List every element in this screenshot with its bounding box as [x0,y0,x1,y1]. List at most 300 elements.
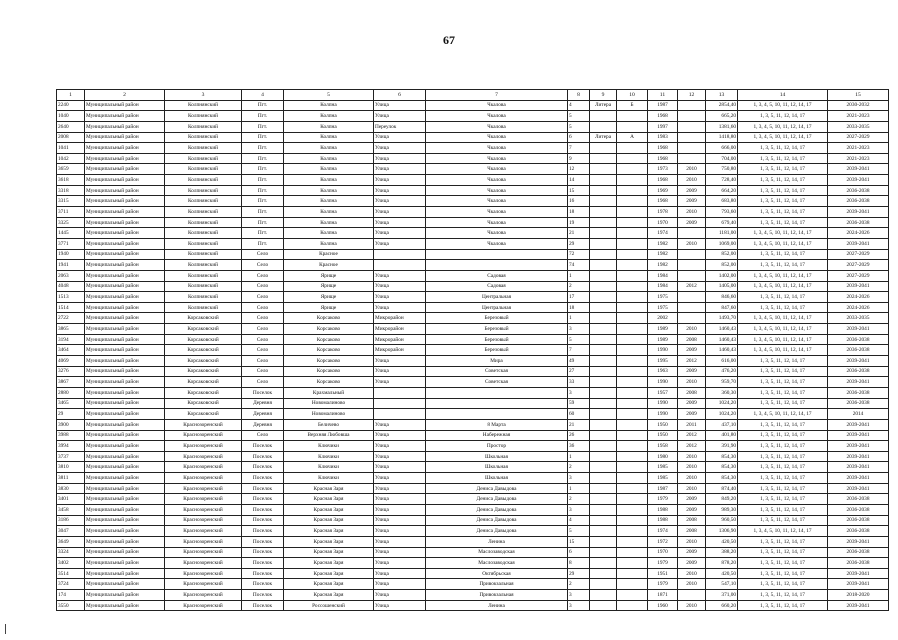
cell-settlement-type: Поселок [242,483,284,494]
cell-works-list: 1, 3, 4, 5, 10, 11, 12, 14, 17 [738,526,828,537]
cell-street-type: Улица [374,366,426,377]
cell-area: 2854,40 [706,100,738,111]
cell-survey-year: 2008 [678,387,706,398]
cell-settlement-type: Деревня [242,409,284,420]
cell-district: Колпнянский [165,249,242,260]
cell-works-list: 1, 3, 5, 11, 12, 14, 17 [738,217,828,228]
cell-build-year: 1871 [648,590,678,601]
cell-build-year: 1975 [648,292,678,303]
cell-settlement: Колпна [284,175,374,186]
cell-litera-letter [617,387,648,398]
cell-build-year: 1978 [648,207,678,218]
cell-settlement-type: Пгт. [242,121,284,132]
cell-street-type: Улица [374,143,426,154]
cell-build-year: 1957 [648,387,678,398]
cell-works-list: 1, 3, 5, 11, 12, 14, 17 [738,366,828,377]
cell-area: 437,10 [706,419,738,430]
cell-repair-period: 2036-2038 [828,547,889,558]
cell-house-number: 1 [568,451,590,462]
cell-settlement: Верхняя Любовша [284,430,374,441]
table-row [57,419,889,430]
cell-area: 360,30 [706,387,738,398]
column-number-4: 4 [242,90,284,101]
cell-settlement: Корсаково [284,366,374,377]
cell-litera [590,526,617,537]
table-row [57,334,889,345]
cell-record-id: 3830 [57,483,85,494]
cell-works-list: 1, 3, 4, 5, 10, 11, 12, 14, 17 [738,324,828,335]
cell-municipality-type: Муниципальный район [85,132,165,143]
cell-works-list: 1, 3, 5, 11, 12, 14, 17 [738,398,828,409]
cell-repair-period: 2036-2038 [828,185,889,196]
cell-house-number: 59 [568,398,590,409]
cell-district: Краснозоренский [165,494,242,505]
cell-build-year: 1990 [648,345,678,356]
cell-record-id: 174 [57,590,85,601]
cell-survey-year: 2010 [678,238,706,249]
cell-settlement: Колпна [284,196,374,207]
cell-street: Привокзальная [426,579,568,590]
cell-litera [590,441,617,452]
cell-litera [590,270,617,281]
cell-litera-letter [617,409,648,420]
column-number-7: 7 [426,90,568,101]
cell-survey-year: 2010 [678,324,706,335]
table-row [57,313,889,324]
cell-house-number: 72 [568,249,590,260]
cell-survey-year [678,143,706,154]
cell-repair-period: 2039-2041 [828,356,889,367]
cell-litera-letter [617,111,648,122]
table-row [57,600,889,611]
cell-works-list: 1, 3, 5, 11, 12, 14, 17 [738,441,828,452]
cell-settlement: Корсаково [284,324,374,335]
cell-build-year: 1983 [648,132,678,143]
cell-repair-period: 2024-2026 [828,228,889,239]
cell-house-number: 19 [568,217,590,228]
table-row [57,366,889,377]
cell-repair-period: 2039-2041 [828,419,889,430]
cell-survey-year [678,100,706,111]
cell-street-type: Улица [374,217,426,228]
cell-record-id: 3810 [57,462,85,473]
cell-litera-letter [617,175,648,186]
cell-record-id: 1514 [57,302,85,313]
cell-house-number: 9 [568,153,590,164]
cell-works-list: 1, 3, 5, 11, 12, 14, 17 [738,568,828,579]
cell-survey-year [678,228,706,239]
cell-repair-period: 2039-2041 [828,164,889,175]
cell-area: 660,20 [706,600,738,611]
cell-district: Корсаковский [165,366,242,377]
cell-record-id: 2722 [57,313,85,324]
cell-survey-year: 2008 [678,515,706,526]
cell-house-number: 16 [568,196,590,207]
cell-works-list: 1, 3, 5, 11, 12, 14, 17 [738,579,828,590]
cell-house-number: 3 [568,473,590,484]
cell-municipality-type: Муниципальный район [85,568,165,579]
cell-survey-year: 2012 [678,356,706,367]
cell-settlement-type: Село [242,302,284,313]
cell-street: 8 Марта [426,419,568,430]
column-number-14: 14 [738,90,828,101]
cell-settlement-type: Село [242,430,284,441]
cell-municipality-type: Муниципальный район [85,207,165,218]
cell-street: Школьная [426,462,568,473]
cell-district: Краснозоренский [165,430,242,441]
cell-record-id: 1445 [57,228,85,239]
table-row [57,100,889,111]
cell-survey-year [678,132,706,143]
cell-area: 388,20 [706,547,738,558]
cell-house-number: 12 [568,164,590,175]
cell-street-type: Улица [374,281,426,292]
cell-settlement-type: Пгт. [242,238,284,249]
cell-litera-letter [617,600,648,611]
cell-municipality-type: Муниципальный район [85,164,165,175]
cell-works-list: 1, 3, 4, 5, 10, 11, 12, 14, 17 [738,409,828,420]
cell-district: Колпнянский [165,302,242,313]
cell-house-number: 2 [568,579,590,590]
cell-litera-letter [617,526,648,537]
cell-street: Чкалова [426,207,568,218]
cell-repair-period: 2036-2038 [828,494,889,505]
cell-district: Колпнянский [165,238,242,249]
cell-area: 878,20 [706,558,738,569]
cell-repair-period: 2014 [828,409,889,420]
cell-survey-year: 2010 [678,568,706,579]
cell-record-id: 3401 [57,494,85,505]
cell-street-type: Улица [374,462,426,473]
cell-municipality-type: Муниципальный район [85,526,165,537]
cell-area: 854,30 [706,462,738,473]
cell-settlement-type: Поселок [242,526,284,537]
cell-repair-period: 2039-2041 [828,568,889,579]
cell-works-list: 1, 3, 5, 11, 12, 14, 17 [738,111,828,122]
cell-settlement: Колпна [284,164,374,175]
cell-settlement-type: Поселок [242,387,284,398]
cell-settlement: Красная Заря [284,579,374,590]
cell-litera [590,260,617,271]
cell-survey-year [678,302,706,313]
cell-settlement-type: Поселок [242,462,284,473]
cell-house-number: 3 [568,324,590,335]
table-row [57,409,889,420]
cell-municipality-type: Муниципальный район [85,270,165,281]
cell-street: Маслозаводская [426,558,568,569]
cell-area: 1460,43 [706,345,738,356]
cell-settlement: Колпна [284,132,374,143]
column-number-15: 15 [828,90,889,101]
cell-litera-letter [617,366,648,377]
cell-street: Дениса Давыдова [426,483,568,494]
cell-repair-period: 2039-2041 [828,207,889,218]
cell-build-year: 1987 [648,483,678,494]
table-row [57,164,889,175]
cell-district: Краснозоренский [165,483,242,494]
cell-repair-period: 2039-2041 [828,536,889,547]
cell-settlement-type: Село [242,292,284,303]
cell-record-id: 2880 [57,387,85,398]
cell-street: Березовый [426,313,568,324]
table-row [57,292,889,303]
cell-street: Советская [426,377,568,388]
cell-street: Мира [426,356,568,367]
cell-repair-period: 2036-2038 [828,526,889,537]
cell-street-type: Улица [374,356,426,367]
cell-litera-letter: Б [617,100,648,111]
cell-litera [590,494,617,505]
cell-street: Центральная [426,302,568,313]
cell-street [426,387,568,398]
cell-survey-year [678,249,706,260]
cell-litera-letter [617,441,648,452]
cell-street [426,409,568,420]
cell-district: Краснозоренский [165,504,242,515]
cell-street: Дениса Давыдова [426,494,568,505]
cell-litera [590,430,617,441]
cell-build-year: 1982 [648,260,678,271]
cell-record-id: 3659 [57,164,85,175]
cell-area: 704,00 [706,153,738,164]
cell-settlement: Ключики [284,451,374,462]
cell-works-list: 1, 3, 5, 11, 12, 14, 17 [738,590,828,601]
table-row [57,451,889,462]
cell-district: Краснозоренский [165,526,242,537]
cell-area: 391,90 [706,441,738,452]
cell-build-year: 1990 [648,398,678,409]
table-row [57,441,889,452]
cell-build-year: 1974 [648,526,678,537]
cell-municipality-type: Муниципальный район [85,590,165,601]
cell-street-type: Улица [374,132,426,143]
cell-litera [590,238,617,249]
cell-area: 1460,43 [706,324,738,335]
cell-settlement: Корсаково [284,334,374,345]
cell-street [426,260,568,271]
cell-settlement-type: Поселок [242,590,284,601]
cell-litera-letter [617,590,648,601]
cell-district: Колпнянский [165,121,242,132]
cell-survey-year: 2012 [678,430,706,441]
cell-record-id: 2063 [57,270,85,281]
cell-works-list: 1, 3, 5, 11, 12, 14, 17 [738,185,828,196]
table-row [57,185,889,196]
cell-repair-period: 2039-2041 [828,430,889,441]
cell-survey-year [678,121,706,132]
cell-works-list: 1, 3, 5, 11, 12, 14, 17 [738,302,828,313]
cell-build-year: 1979 [648,579,678,590]
cell-litera [590,590,617,601]
cell-build-year: 1968 [648,175,678,186]
cell-district: Корсаковский [165,313,242,324]
cell-house-number: 6 [568,132,590,143]
cell-survey-year [678,260,706,271]
cell-record-id: 3865 [57,324,85,335]
cell-street-type [374,398,426,409]
cell-survey-year: 2010 [678,600,706,611]
cell-settlement: Красная Заря [284,483,374,494]
cell-house-number: 27 [568,366,590,377]
cell-house-number: 15 [568,185,590,196]
column-number-11: 11 [648,90,678,101]
cell-street-type: Улица [374,430,426,441]
cell-street: Чкалова [426,164,568,175]
cell-litera-letter [617,504,648,515]
cell-litera-letter [617,270,648,281]
cell-municipality-type: Муниципальный район [85,515,165,526]
cell-street: Советская [426,366,568,377]
cell-settlement: Красная Заря [284,515,374,526]
cell-repair-period: 2030-2032 [828,100,889,111]
cell-litera-letter [617,398,648,409]
cell-street: Чкалова [426,121,568,132]
cell-litera [590,228,617,239]
cell-municipality-type: Муниципальный район [85,185,165,196]
cell-area: 1306,90 [706,526,738,537]
cell-street: Ленина [426,536,568,547]
cell-build-year: 1950 [648,419,678,430]
cell-litera-letter [617,558,648,569]
cell-settlement-type: Поселок [242,441,284,452]
cell-municipality-type: Муниципальный район [85,494,165,505]
cell-house-number: 17 [568,292,590,303]
cell-litera [590,547,617,558]
cell-district: Краснозоренский [165,419,242,430]
cell-municipality-type: Муниципальный район [85,451,165,462]
cell-settlement-type: Поселок [242,536,284,547]
cell-repair-period: 2036-2038 [828,217,889,228]
cell-repair-period: 2039-2041 [828,175,889,186]
cell-litera-letter [617,473,648,484]
cell-house-number: 7 [568,143,590,154]
cell-area: 679,40 [706,217,738,228]
cell-litera-letter [617,302,648,313]
cell-litera-letter [617,143,648,154]
cell-litera-letter [617,153,648,164]
cell-area: 664,20 [706,185,738,196]
cell-litera-letter [617,228,648,239]
cell-settlement: Колпна [284,153,374,164]
table-row [57,387,889,398]
cell-build-year: 1987 [648,100,678,111]
cell-street-type: Улица [374,153,426,164]
cell-area: 1493,70 [706,313,738,324]
column-number-10: 10 [617,90,648,101]
cell-works-list: 1, 3, 5, 11, 12, 14, 17 [738,175,828,186]
cell-district: Краснозоренский [165,515,242,526]
cell-area: 476,20 [706,366,738,377]
cell-works-list: 1, 3, 4, 5, 10, 11, 12, 14, 17 [738,334,828,345]
cell-settlement-type: Пгт. [242,217,284,228]
cell-house-number: 60 [568,409,590,420]
cell-street: Чкалова [426,196,568,207]
table-row [57,270,889,281]
cell-street-type: Улица [374,600,426,611]
cell-area: 847,60 [706,302,738,313]
cell-record-id: 1941 [57,260,85,271]
cell-settlement-type: Село [242,366,284,377]
cell-build-year: 1963 [648,366,678,377]
cell-survey-year: 2008 [678,334,706,345]
cell-district: Краснозоренский [165,568,242,579]
cell-street: Березовый [426,345,568,356]
cell-street-type [374,387,426,398]
cell-settlement-type: Село [242,334,284,345]
column-number-12: 12 [678,90,706,101]
cell-works-list: 1, 3, 5, 11, 12, 14, 17 [738,164,828,175]
cell-municipality-type: Муниципальный район [85,334,165,345]
cell-litera [590,164,617,175]
cell-municipality-type: Муниципальный район [85,228,165,239]
cell-repair-period: 2039-2041 [828,281,889,292]
cell-record-id: 1513 [57,292,85,303]
cell-works-list: 1, 3, 5, 11, 12, 14, 17 [738,196,828,207]
cell-street-type: Улица [374,568,426,579]
cell-settlement: Колпна [284,185,374,196]
cell-settlement: Колпна [284,217,374,228]
cell-build-year: 1958 [648,441,678,452]
cell-settlement: Ярище [284,270,374,281]
cell-record-id: 4069 [57,356,85,367]
cell-street: Октябрьская [426,568,568,579]
cell-settlement-type: Поселок [242,473,284,484]
cell-settlement: Ключики [284,441,374,452]
cell-repair-period: 2036-2038 [828,504,889,515]
cell-litera [590,143,617,154]
cell-record-id: 2240 [57,100,85,111]
cell-build-year: 1970 [648,217,678,228]
cell-works-list: 1, 3, 5, 11, 12, 14, 17 [738,356,828,367]
cell-build-year: 1982 [648,238,678,249]
cell-municipality-type: Муниципальный район [85,249,165,260]
cell-house-number: 15 [568,536,590,547]
cell-municipality-type: Муниципальный район [85,430,165,441]
cell-settlement-type: Пгт. [242,207,284,218]
cell-street: Набережная [426,430,568,441]
cell-build-year: 1975 [648,302,678,313]
cell-house-number: 3 [568,387,590,398]
cell-record-id: 3550 [57,600,85,611]
cell-repair-period: 2036-2038 [828,345,889,356]
cell-street: Школьная [426,473,568,484]
cell-street: Простор [426,441,568,452]
cell-repair-period: 2039-2041 [828,441,889,452]
cell-record-id: 3186 [57,515,85,526]
cell-house-number: 1 [568,270,590,281]
cell-municipality-type: Муниципальный район [85,238,165,249]
cell-area: 1405,00 [706,281,738,292]
cell-district: Колпнянский [165,143,242,154]
cell-area: 683,80 [706,196,738,207]
cell-settlement: Ключики [284,462,374,473]
cell-build-year: 1969 [648,185,678,196]
margin-mark [5,624,6,634]
cell-house-number: 21 [568,419,590,430]
cell-litera-letter [617,196,648,207]
cell-district: Колпнянский [165,100,242,111]
cell-municipality-type: Муниципальный район [85,536,165,547]
cell-repair-period: 2024-2026 [828,302,889,313]
column-number-9: 9 [590,90,617,101]
cell-survey-year: 2012 [678,281,706,292]
cell-litera-letter: А [617,132,648,143]
cell-street: Центральная [426,292,568,303]
table-row [57,111,889,122]
cell-litera [590,196,617,207]
cell-record-id: 29 [57,409,85,420]
cell-municipality-type: Муниципальный район [85,579,165,590]
